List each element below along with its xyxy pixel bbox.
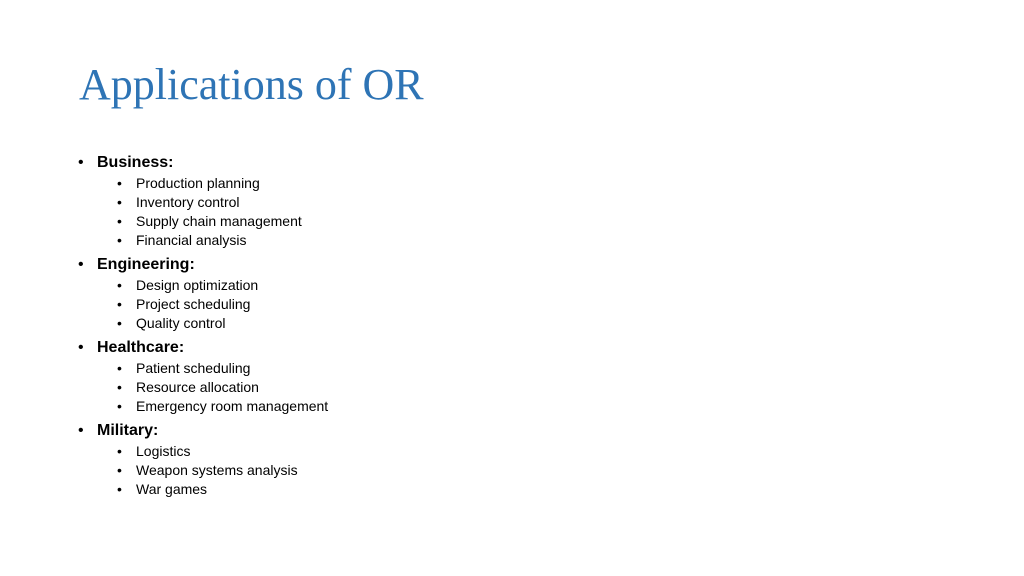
list-item xyxy=(117,378,938,397)
bullet-icon: • xyxy=(117,175,122,191)
bullet-icon: • xyxy=(117,194,122,210)
list-item-label: Emergency room management xyxy=(136,398,329,414)
bullet-icon: • xyxy=(117,360,122,376)
section-heading: Business: xyxy=(97,154,174,171)
list-item-label: War games xyxy=(136,481,208,497)
list-item-label: Patient scheduling xyxy=(136,360,251,376)
section-heading: Engineering: xyxy=(97,256,195,273)
section-item xyxy=(78,337,938,416)
list-item-label: Resource allocation xyxy=(136,379,259,395)
sub-item-list xyxy=(117,174,938,250)
bullet-icon: • xyxy=(78,256,84,273)
list-item-label: Financial analysis xyxy=(136,232,247,248)
bullet-icon: • xyxy=(117,277,122,293)
bullet-icon: • xyxy=(117,315,122,331)
bullet-icon: • xyxy=(117,379,122,395)
slide-content xyxy=(78,152,938,501)
list-item xyxy=(117,314,938,333)
bullet-icon: • xyxy=(117,232,122,248)
list-item xyxy=(117,212,938,231)
list-item xyxy=(117,193,938,212)
bullet-icon: • xyxy=(78,339,84,356)
list-item-label: Production planning xyxy=(136,175,260,191)
bullet-icon: • xyxy=(78,422,84,439)
section-item xyxy=(78,254,938,333)
section-item xyxy=(78,420,938,499)
list-item xyxy=(117,480,938,499)
list-item xyxy=(117,276,938,295)
bullet-icon: • xyxy=(117,443,122,459)
list-item-label: Inventory control xyxy=(136,194,240,210)
section-heading: Healthcare: xyxy=(97,339,185,356)
bullet-icon: • xyxy=(117,481,122,497)
section-heading: Military: xyxy=(97,422,159,439)
list-item xyxy=(117,442,938,461)
list-item xyxy=(117,461,938,480)
list-item xyxy=(117,231,938,250)
section-list xyxy=(78,152,938,499)
bullet-icon: • xyxy=(117,213,122,229)
list-item-label: Quality control xyxy=(136,315,226,331)
list-item xyxy=(117,295,938,314)
list-item xyxy=(117,174,938,193)
section-item xyxy=(78,152,938,250)
list-item-label: Supply chain management xyxy=(136,213,302,229)
sub-item-list xyxy=(117,276,938,333)
list-item xyxy=(117,397,938,416)
bullet-icon: • xyxy=(117,296,122,312)
slide-title: Applications of OR xyxy=(79,60,424,109)
bullet-icon: • xyxy=(78,154,84,171)
bullet-icon: • xyxy=(117,398,122,414)
list-item-label: Logistics xyxy=(136,443,191,459)
list-item-label: Design optimization xyxy=(136,277,259,293)
bullet-icon: • xyxy=(117,462,122,478)
sub-item-list xyxy=(117,442,938,499)
list-item xyxy=(117,359,938,378)
list-item-label: Project scheduling xyxy=(136,296,251,312)
list-item-label: Weapon systems analysis xyxy=(136,462,298,478)
sub-item-list xyxy=(117,359,938,416)
